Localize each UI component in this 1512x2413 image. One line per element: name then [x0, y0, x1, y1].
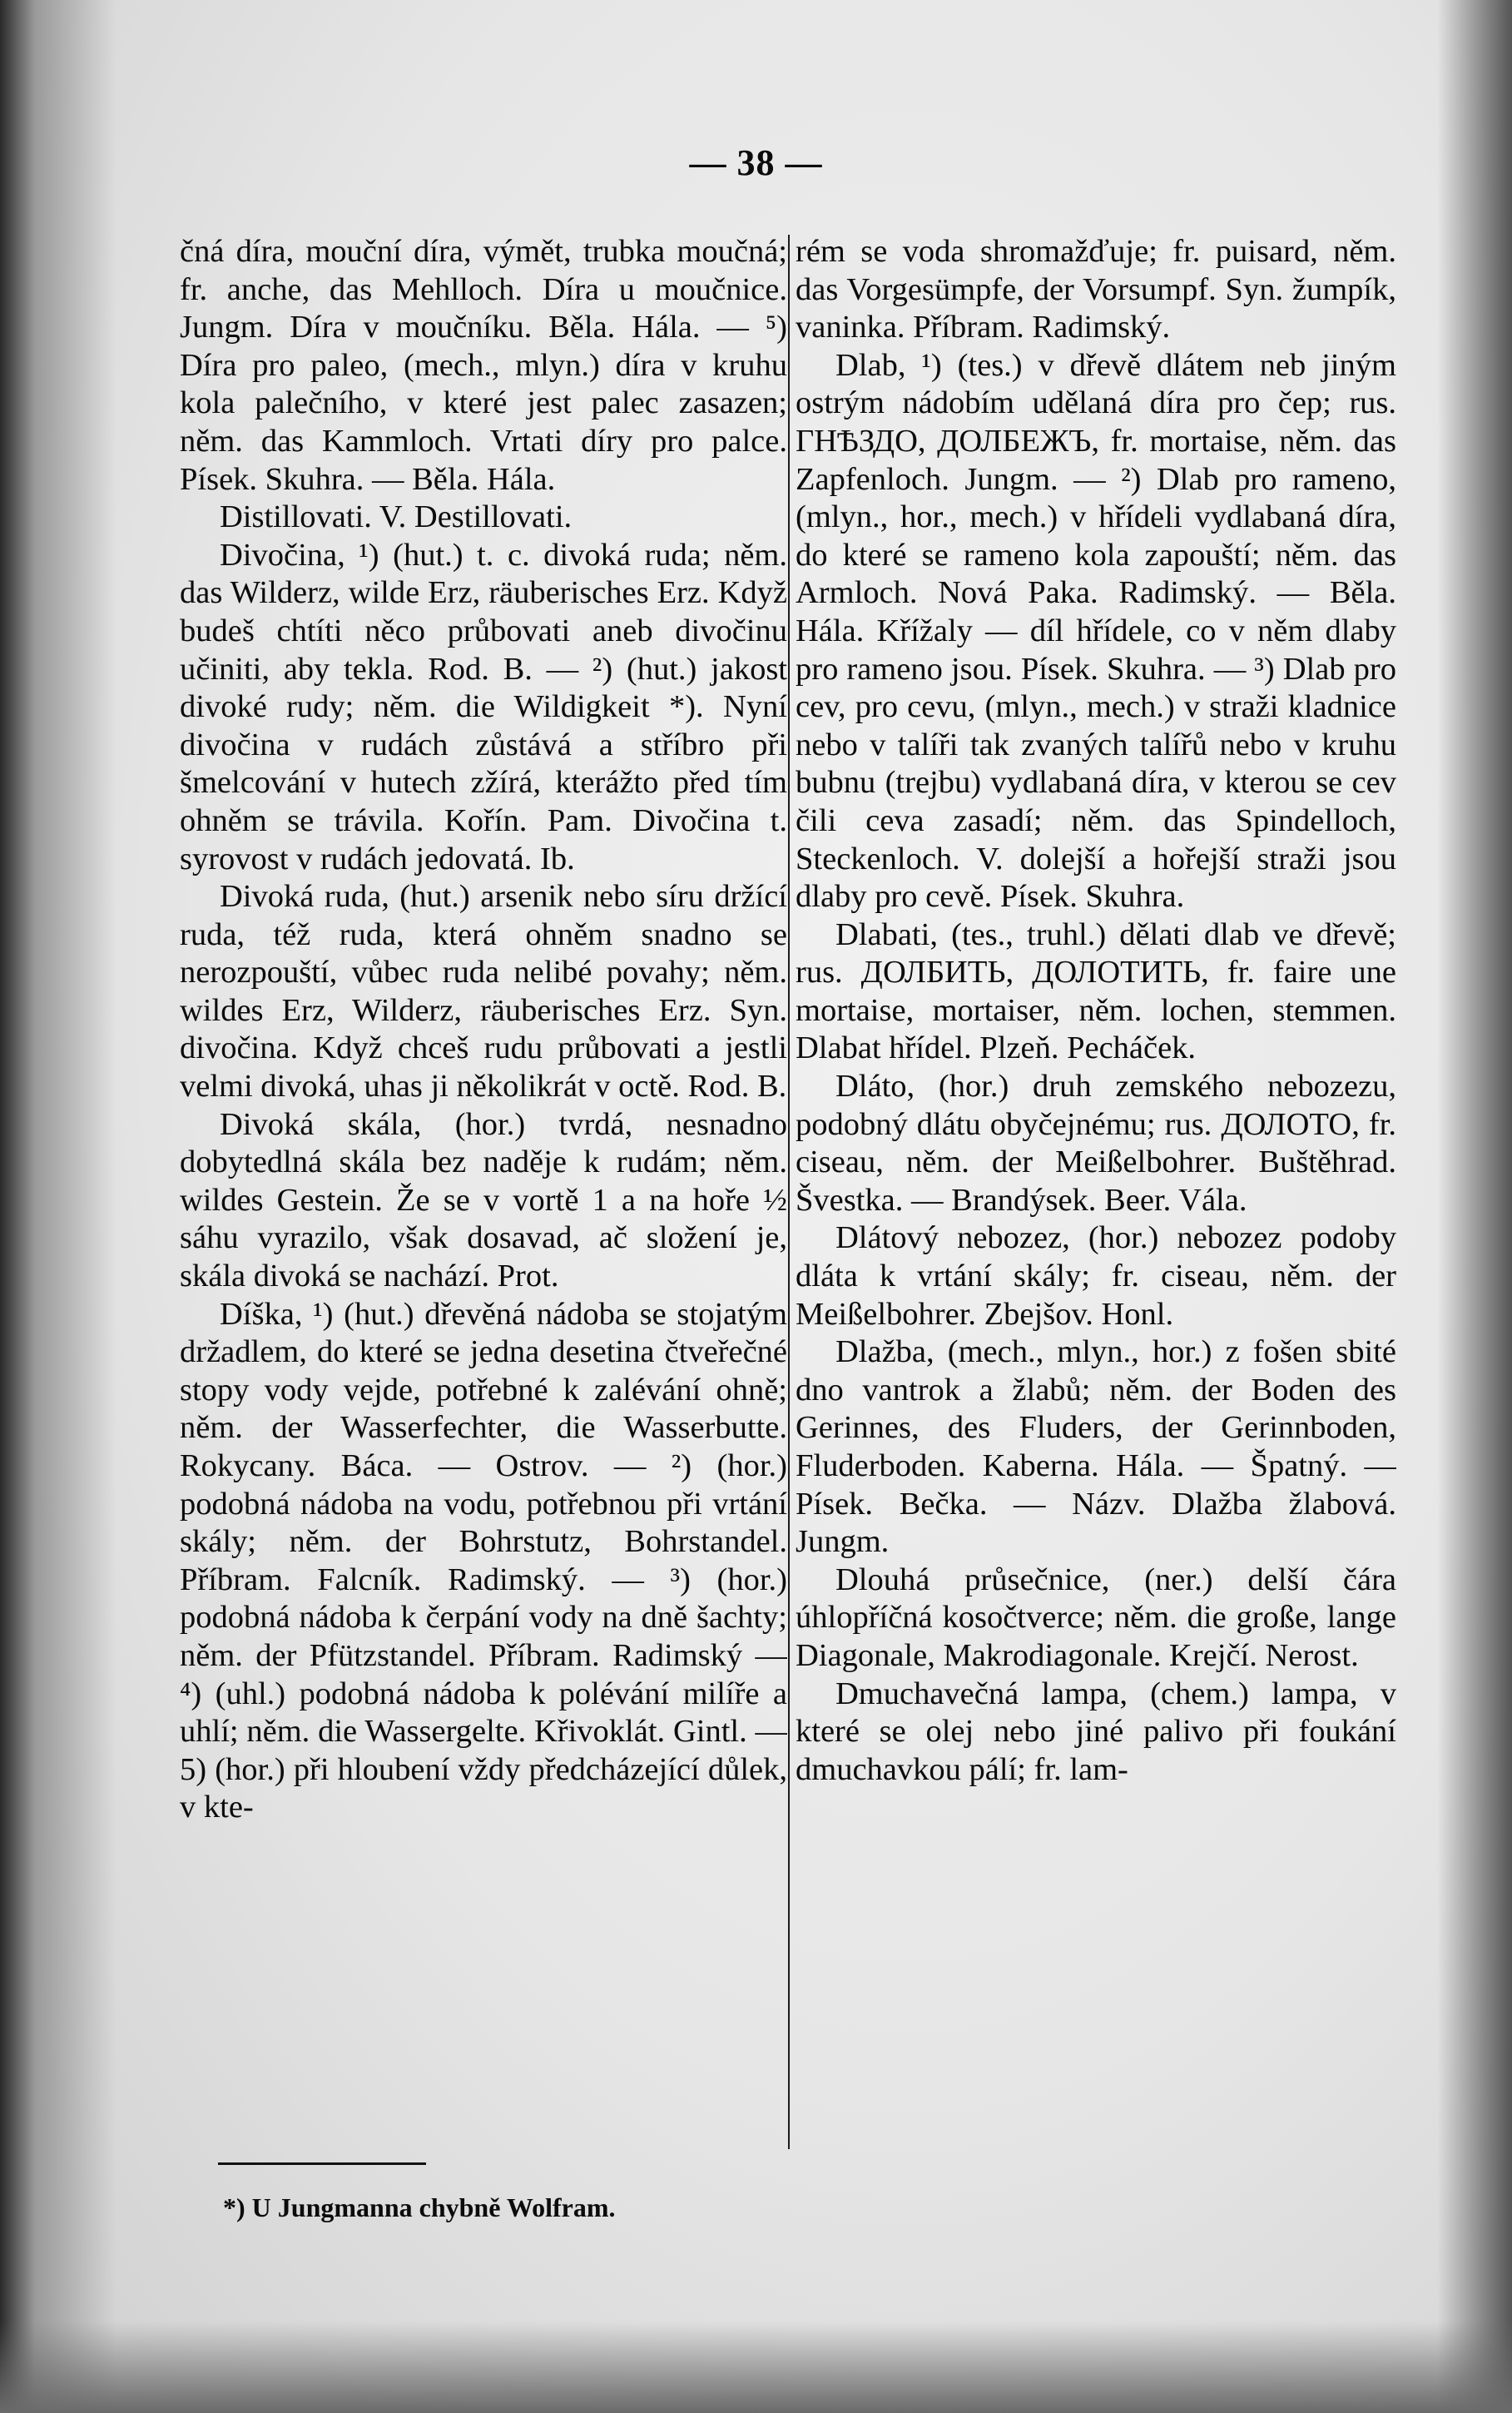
page-shadow-left: [0, 0, 116, 2413]
entry-divoka-skala: Divoká skála, (hor.) tvrdá, nesnadno dobytedlná skála bez naděje k rudám; něm. wildes Gestein. Že se v vortě 1 a na hoře ½ sáhu vyrazilo, však dosavad, ač složení je, skála divoká se nachází. Prot.: [180, 1106, 787, 1294]
entry-dlato: Dláto, (hor.) druh zemského nebozezu, podobný dlátu obyčejnému; rus. ДОЛОТО, fr. ciseau, něm. der Meißelbohrer. Buštěhrad. Švestka. — Brandýsek. Beer. Vála.: [796, 1069, 1396, 1218]
entry-divocina: Divočina, ¹) (hut.) t. c. divoká ruda; něm. das Wilderz, wilde Erz, räuberisches Erz. Když budeš chtíti něco průbovati aneb divočinu učiniti, aby tekla. Rod. B. — ²) (hut.) jakost divoké rudy; něm. die Wildigkeit *). Nyní divočina v rudách zůstává a stříbro při šmelcování v hutech zžírá, kterážto před tím ohněm se trávila. Kořín. Pam. Divočina t. syrovost v rudách jedovatá. Ib.: [180, 537, 787, 876]
entry-dlab: Dlab, ¹) (tes.) v dřevě dlátem neb jiným ostrým nádobím udělaná díra pro čep; rus. ГНѢЗДО, ДОЛБЕЖЪ, fr. mortaise, něm. das Zapfenloch. Jungm. — ²) Dlab pro rameno, (mlyn., hor., mech.) v hřídeli vydlabaná díra, do které se rameno kola zapouští; něm. das Armloch. Nová Paka. Radimský. — Běla. Hála. Křížaly — díl hřídele, co v něm dlaby pro rameno jsou. Písek. Skuhra. — ³) Dlab pro cev, pro cevu, (mlyn., mech.) v straži kladnice nebo v talíři tak zvaných talířů nebo v kruhu bubnu (trejbu) vydlabaná díra, v kterou se cev čili ceva zasadí; něm. das Spindelloch, Steckenloch. V. dolejší a hořejší straži jsou dlaby pro cevě. Písek. Skuhra.: [796, 347, 1396, 915]
entry-distillovati: Distillovati. V. Destillovati.: [220, 499, 573, 535]
footnote: *) U Jungmanna chybně Wolfram.: [223, 2192, 616, 2222]
page-shadow-bottom: [0, 2321, 1512, 2413]
entry-dmuchavecna-lampa: Dmuchavečná lampa, (chem.) lampa, v které se olej nebo jiné palivo při foukání dmuchavkou pálí; fr. lam-: [796, 1676, 1396, 1787]
entry-dlouha-prusecnice: Dlouhá průsečnice, (ner.) delší čára úhlopříčná kosočtverce; něm. die große, lange Diagonale, Makrodiagonale. Krejčí. Nerost.: [796, 1561, 1396, 1673]
right-column: [786, 233, 1396, 2139]
left-entry-continuation: čná díra, mouční díra, výmět, trubka moučná; fr. anche, das Mehlloch. Díra u moučnice. Jungm. Díra v moučníku. Běla. Hála. — ⁵) Díra pro paleo, (mech., mlyn.) díra v kruhu kola palečního, v které jest palec zasazen; něm. das Kammloch. Vrtati díry pro palce. Písek. Skuhra. — Běla. Hála.: [180, 234, 787, 497]
right-entry-continuation: rém se voda shromažďuje; fr. puisard, něm. das Vorgesümpfe, der Vorsumpf. Syn. žumpík, vaninka. Příbram. Radimský.: [796, 234, 1396, 345]
entry-dlabati: Dlabati, (tes., truhl.) dělati dlab ve dřevě; rus. ДОЛБИТЬ, ДОЛОТИТЬ, fr. faire une mortaise, mortaiser, něm. lochen, stemmen. Dlabat hřídel. Plzeň. Pecháček.: [796, 916, 1396, 1066]
footnote-divider: [218, 2162, 426, 2165]
entry-dlatovy-nebozez: Dlátový nebozez, (hor.) nebozez podoby dláta k vrtání skály; fr. ciseau, něm. der Meißelbohrer. Zbejšov. Honl.: [796, 1220, 1396, 1332]
entry-dlazba: Dlažba, (mech., mlyn., hor.) z fošen sbité dno vantrok a žlabů; něm. der Boden des Gerinnes, des Fluders, der Gerinnboden, Fluderboden. Kaberna. Hála. — Špatný. — Písek. Bečka. — Názv. Dlažba žlabová. Jungm.: [796, 1334, 1396, 1560]
left-column: [180, 233, 787, 2139]
page-shadow-right: [1437, 0, 1512, 2413]
entry-divoka-ruda: Divoká ruda, (hut.) arsenik nebo síru držící ruda, též ruda, která ohněm snadno se nerozpouští, vůbec ruda nelibé povahy; něm. wildes Erz, Wilderz, räuberisches Erz. Syn. divočina. Když chceš rudu průbovati a jestli velmi divoká, uhas ji několikrát v octě. Rod. B.: [180, 879, 787, 1105]
page-number: — 38 —: [689, 142, 823, 183]
entry-diska: Díška, ¹) (hut.) dřevěná nádoba se stojatým držadlem, do které se jedna desetina čtveřečné stopy vody vejde, potřebné k zalévání ohně; něm. der Wasserfechter, die Wasserbutte. Rokycany. Báca. — Ostrov. — ²) (hor.) podobná nádoba na vodu, potřebnou při vrtání skály; něm. der Bohrstutz, Bohrstandel. Příbram. Falcník. Radimský. — ³) (hor.) podobná nádoba k čerpání vody na dně šachty; něm. der Pfützstandel. Příbram. Radimský — ⁴) (uhl.) podobná nádoba k polévání milíře a uhlí; něm. die Wassergelte. Křivoklát. Gintl. — 5) (hor.) při hloubení vždy předcházející důlek, v kte-: [180, 1296, 787, 1825]
